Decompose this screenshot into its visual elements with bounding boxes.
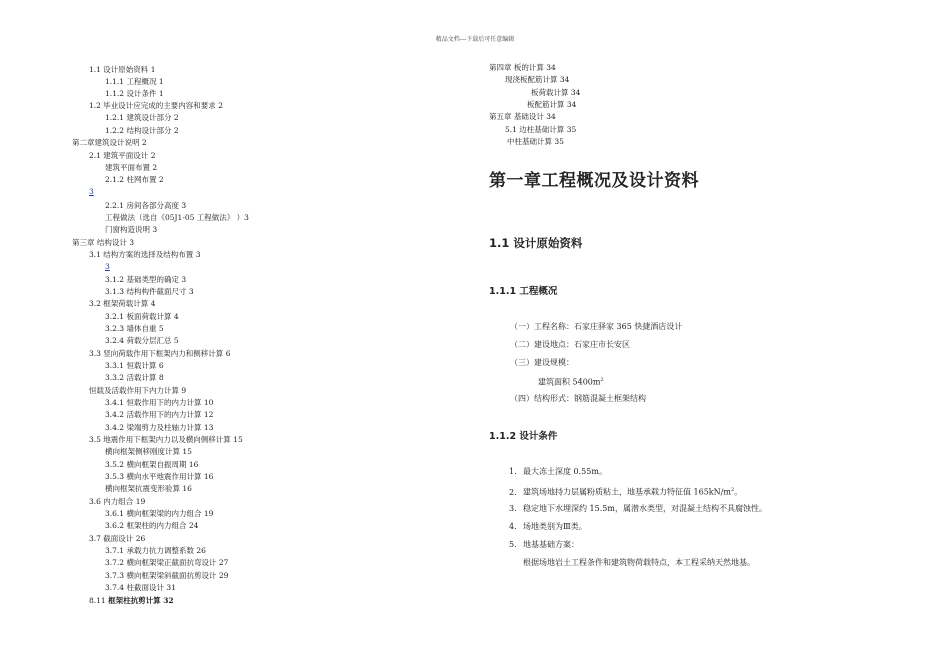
- overview-line: （一）工程名称：石家庄驿家 365 快捷酒店设计: [510, 322, 683, 331]
- toc-entry[interactable]: 3.3.1 恒载计算 6: [105, 361, 164, 370]
- toc-entry[interactable]: 2.2.1 房间各部分高度 3: [105, 201, 187, 210]
- toc-entry[interactable]: 3.2 框架荷载计算 4: [89, 299, 156, 308]
- list-text-end: 。: [734, 487, 743, 497]
- toc-entry[interactable]: 3.1 结构方案的选择及结构布置 3: [89, 250, 201, 259]
- toc-entry[interactable]: 2.1 建筑平面设计 2: [89, 151, 156, 160]
- toc-link[interactable]: 3: [105, 262, 110, 271]
- toc-entry[interactable]: 板荷载计算 34: [531, 88, 581, 97]
- conditions-note: 根据场地岩土工程条件和建筑物荷载特点，本工程采纳天然地基。: [523, 558, 755, 567]
- toc-entry[interactable]: 2.1.2 柱网布置 2: [105, 175, 164, 184]
- toc-entry[interactable]: 现浇板配筋计算 34: [505, 75, 570, 84]
- toc-entry[interactable]: 3.1.3 结构构件截面尺寸 3: [105, 287, 194, 296]
- toc-entry[interactable]: 门窗构造说明 3: [105, 225, 158, 234]
- list-item: [509, 466, 607, 477]
- area-text: 建筑面积 5400m: [538, 377, 601, 387]
- toc-entry[interactable]: 恒载及活载作用下内力计算 9: [89, 386, 187, 395]
- section-title: 1.1 设计原始资料: [489, 236, 583, 250]
- subsection-title: 1.1.2 设计条件: [489, 431, 558, 442]
- toc-entry[interactable]: 3.1.2 基础类型的确定 3: [105, 275, 187, 284]
- overview-line: （三）建设规模：: [510, 358, 574, 367]
- toc-entry[interactable]: 3.7.4 柱截面设计 31: [105, 583, 176, 592]
- toc-entry[interactable]: [89, 596, 174, 606]
- toc-entry[interactable]: 中柱基础计算 35: [507, 137, 564, 146]
- list-item: [509, 503, 767, 514]
- toc-entry[interactable]: 3.4.2 梁端剪力及柱轴力计算 13: [105, 423, 214, 432]
- toc-entry[interactable]: 1.2 毕业设计应完成的主要内容和要求 2: [89, 101, 223, 110]
- toc-entry[interactable]: 1.1.2 设计条件 1: [105, 89, 164, 98]
- toc-entry[interactable]: 第四章 板的计算 34: [489, 63, 556, 72]
- toc-entry[interactable]: 3.5 地震作用下框架内力以及横向侧移计算 15: [89, 435, 243, 444]
- toc-entry[interactable]: 1.2.2 结构设计部分 2: [105, 126, 179, 135]
- toc-entry[interactable]: 5.1 边柱基础计算 35: [505, 125, 577, 134]
- list-item: [509, 539, 579, 550]
- list-number: 5.: [509, 540, 517, 549]
- toc-entry[interactable]: 3.5.3 横向水平地震作用计算 16: [105, 472, 214, 481]
- toc-entry[interactable]: 3.7.3 横向框架梁斜截面抗剪设计 29: [105, 571, 229, 580]
- toc-entry[interactable]: 3.3 竖向荷载作用下框架内力和侧移计算 6: [89, 349, 231, 358]
- toc-entry[interactable]: 建筑平面布置 2: [105, 163, 158, 172]
- list-text: 建筑场地持力层属粉质粘土，地基承载力特征值 165kN/m: [523, 487, 731, 497]
- toc-entry[interactable]: 1.1 设计原始资料 1: [89, 65, 156, 74]
- list-number: 3.: [509, 504, 517, 513]
- toc-entry[interactable]: 第二章建筑设计说明 2: [72, 138, 147, 147]
- toc-entry[interactable]: 3.6 内力组合 19: [89, 497, 146, 506]
- toc-entry[interactable]: 3.6.2 框架柱的内力组合 24: [105, 521, 199, 530]
- toc-link[interactable]: 3: [89, 187, 94, 196]
- list-number: 1.: [509, 467, 517, 476]
- toc-entry[interactable]: 3.7.1 承载力抗力调整系数 26: [105, 546, 206, 555]
- page-header: 精品文档---下载后可任意编辑: [435, 36, 515, 43]
- list-text: 场地类别为Ⅲ类。: [523, 522, 587, 531]
- superscript: 2: [600, 377, 604, 383]
- toc-entry[interactable]: 1.1.1 工程概况 1: [105, 77, 164, 86]
- overview-line: [538, 375, 604, 388]
- toc-entry[interactable]: 3.6.1 横向框架梁的内力组合 19: [105, 509, 214, 518]
- toc-entry[interactable]: 横向框架抗震变形验算 16: [105, 484, 192, 493]
- toc-entry[interactable]: 3.3.2 活载计算 8: [105, 373, 164, 382]
- list-item: [509, 521, 587, 532]
- toc-entry[interactable]: 3.2.1 板面荷载计算 4: [105, 312, 179, 321]
- toc-number: 8.11: [89, 596, 109, 605]
- list-text: 地基基础方案：: [523, 540, 579, 549]
- toc-entry[interactable]: 第五章 基础设计 34: [489, 112, 556, 121]
- list-number: 4.: [509, 522, 517, 531]
- toc-entry[interactable]: 3.7.2 横向框架梁正截面抗弯设计 27: [105, 558, 229, 567]
- toc-entry[interactable]: 3.7 截面设计 26: [89, 534, 146, 543]
- superscript: 2: [730, 487, 735, 493]
- list-text: 稳定地下水埋深约 15.5m，属潜水类型，对混凝土结构不具腐蚀性。: [523, 504, 767, 513]
- chapter-title: 第一章工程概况及设计资料: [489, 171, 699, 191]
- toc-entry[interactable]: 3.4.1 恒载作用下的内力计算 10: [105, 398, 214, 407]
- toc-entry[interactable]: 3.5.2 横向框架自振周期 16: [105, 460, 199, 469]
- list-item: [509, 485, 742, 498]
- toc-entry[interactable]: 板配筋计算 34: [527, 100, 577, 109]
- toc-entry[interactable]: 第三章 结构设计 3: [72, 238, 135, 247]
- overview-line: （四）结构形式：钢筋混凝土框架结构: [510, 394, 646, 403]
- toc-entry-link[interactable]: [105, 262, 110, 272]
- toc-entry[interactable]: 3.2.4 荷载分层汇总 5: [105, 336, 179, 345]
- toc-entry[interactable]: 工程做法（选自《05J1-05 工程做法》 ）3: [105, 213, 249, 222]
- overview-line: （二）建设地点：石家庄市长安区: [510, 340, 630, 349]
- list-number: 2.: [509, 487, 517, 497]
- toc-entry-link[interactable]: [89, 187, 94, 197]
- subsection-title: 1.1.1 工程概况: [489, 286, 558, 297]
- toc-entry[interactable]: 3.2.3 墙体自重 5: [105, 324, 164, 333]
- toc-entry[interactable]: 横向框架侧移刚度计算 15: [105, 447, 192, 456]
- toc-bold-text: 框架柱抗剪计算 32: [108, 596, 174, 605]
- toc-entry[interactable]: 3.4.2 活载作用下的内力计算 12: [105, 410, 214, 419]
- toc-entry[interactable]: 1.2.1 建筑设计部分 2: [105, 113, 179, 122]
- list-text: 最大冻土深度 0.55m。: [523, 467, 607, 476]
